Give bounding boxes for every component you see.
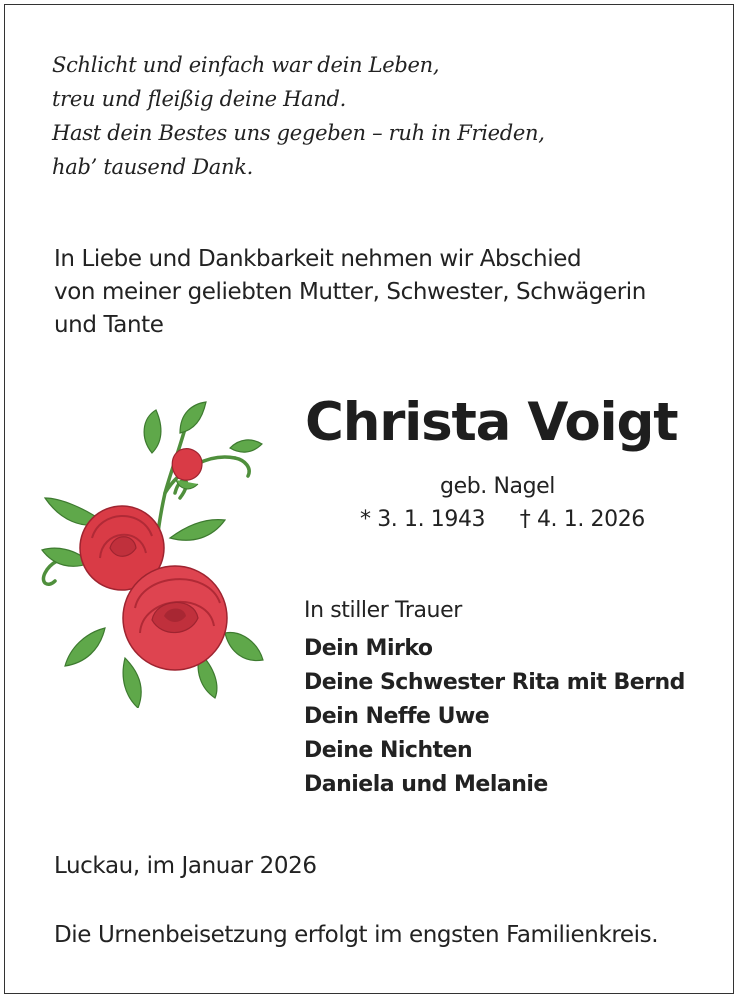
burial-note: Die Urnenbeisetzung erfolgt im engsten Familienkreis.	[54, 922, 659, 948]
poem	[52, 48, 545, 184]
mourner: Dein Neffe Uwe	[304, 704, 490, 729]
intro-line: In Liebe und Dankbarkeit nehmen wir Abschied	[54, 246, 582, 272]
life-dates	[360, 507, 645, 532]
deceased-name: Christa Voigt	[305, 392, 678, 453]
rose-illustration-icon	[30, 398, 270, 708]
poem-line: treu und fleißig deine Hand.	[52, 87, 347, 111]
mourner: Deine Nichten	[304, 738, 473, 763]
mourner: Daniela und Melanie	[304, 772, 548, 797]
intro-line: und Tante	[54, 312, 164, 338]
mourning-label: In stiller Trauer	[304, 598, 462, 623]
intro-text	[54, 243, 646, 342]
intro-line: von meiner geliebten Mutter, Schwester, Schwägerin	[54, 279, 646, 305]
birth-date: * 3. 1. 1943	[360, 507, 486, 532]
mourner: Deine Schwester Rita mit Bernd	[304, 670, 685, 695]
poem-line: Schlicht und einfach war dein Leben,	[52, 53, 440, 77]
poem-line: Hast dein Bestes uns gegeben – ruh in Frieden,	[52, 121, 545, 145]
mourner: Dein Mirko	[304, 636, 433, 661]
birth-name: geb. Nagel	[440, 474, 556, 499]
poem-line: hab’ tausend Dank.	[52, 155, 254, 179]
mourners-list	[304, 632, 685, 802]
death-date: † 4. 1. 2026	[519, 507, 645, 532]
place-date: Luckau, im Januar 2026	[54, 853, 317, 879]
